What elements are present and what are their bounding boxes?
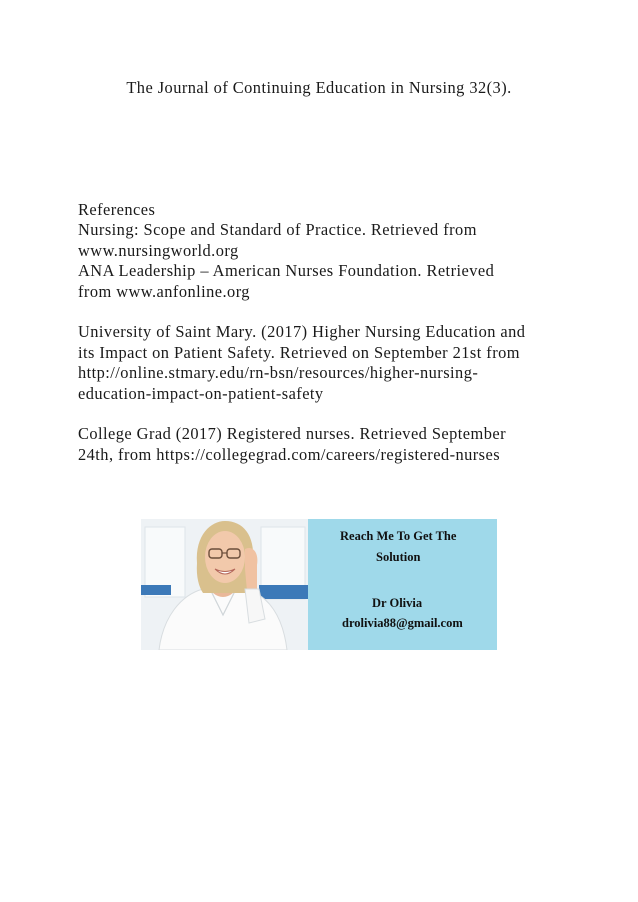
reference-line: its Impact on Patient Safety. Retrieved on September 21st from [78,343,520,362]
reference-line: University of Saint Mary. (2017) Higher Nursing Education and [78,322,526,341]
reference-line: College Grad (2017) Registered nurses. Retrieved September [78,424,507,443]
contact-banner [141,519,497,650]
reference-line: education-impact-on-patient-safety [78,384,324,403]
reference-line: http://online.stmary.edu/rn-bsn/resources/higher-nursing- [78,363,479,382]
reference-line: from www.anfonline.org [78,282,250,301]
reference-line: Nursing: Scope and Standard of Practice. Retrieved from [78,220,477,239]
reference-line: 24th, from https://collegegrad.com/careers/registered-nurses [78,445,501,464]
references-heading: References [78,200,156,219]
banner-heading-line1: Reach Me To Get The [340,529,457,543]
banner-heading-line2: Solution [376,550,421,564]
contact-email: drolivia88@gmail.com [342,616,463,630]
journal-title-line: The Journal of Continuing Education in Nursing 32(3). [126,78,512,97]
contact-name: Dr Olivia [372,596,423,610]
reference-line: www.nursingworld.org [78,241,239,260]
contact-info-panel [308,519,497,650]
reference-line: ANA Leadership – American Nurses Foundation. Retrieved [78,261,495,280]
woman-photo-image [141,519,308,650]
